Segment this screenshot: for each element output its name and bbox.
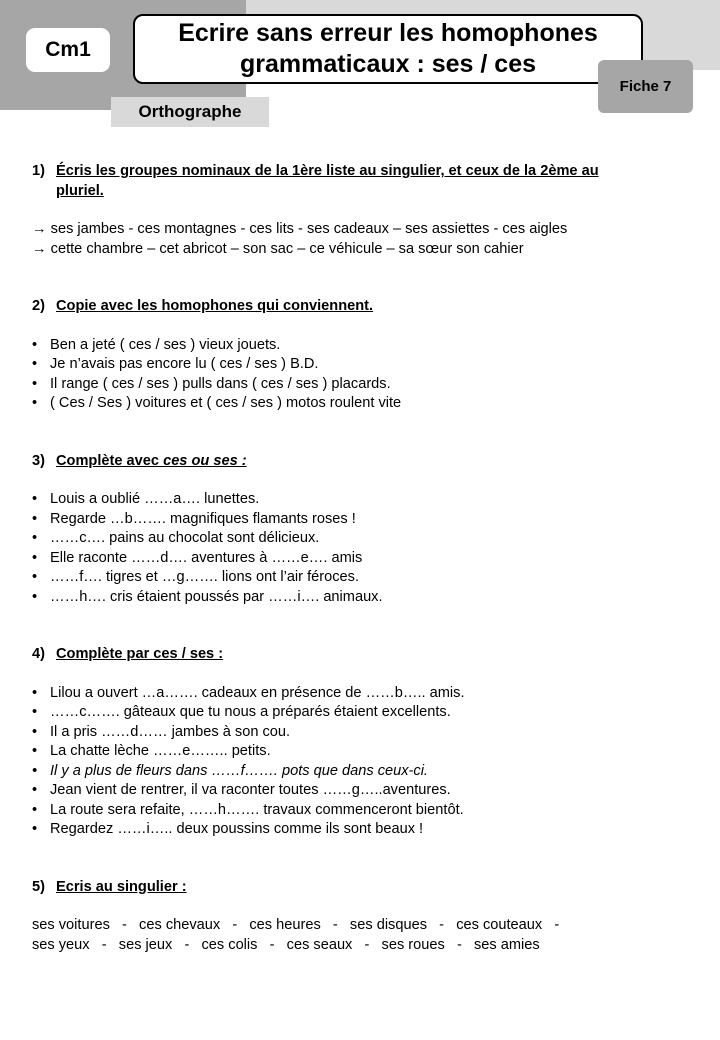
list-item: • Elle raconte ……d…. aventures à ……e…. amis: [32, 549, 692, 569]
q4-list: [32, 684, 692, 840]
q3-instruction: Complète avec ces ou ses :: [56, 452, 247, 469]
list-item: • ( Ces / Ses ) voitures et ( ces / ses ) motos roulent vite: [32, 394, 692, 414]
title-line-2: grammaticaux : ses / ces: [240, 50, 536, 78]
q5-heading: 5) Ecris au singulier :: [32, 878, 692, 898]
q1-heading: [32, 162, 692, 201]
q3-heading: 3) Complète avec ces ou ses :: [32, 452, 692, 472]
level-badge: Cm1: [26, 28, 110, 72]
list-item: • ……c……. gâteaux que tu nous a préparés étaient excellents.: [32, 703, 692, 723]
fiche-badge: Fiche 7: [598, 60, 693, 113]
list-item: • Lilou a ouvert …a……. cadeaux en présence de ……b….. amis.: [32, 684, 692, 704]
list-item: • La route sera refaite, ……h……. travaux commenceront bientôt.: [32, 801, 692, 821]
q5-line-1: ses voitures - ces chevaux - ces heures - ses disques - ces couteaux -: [32, 917, 560, 933]
list-item: • ……c…. pains au chocolat sont délicieux.: [32, 529, 692, 549]
list-item: • Regardez ……i….. deux poussins comme ils sont beaux !: [32, 820, 692, 840]
q5-line-2: ses yeux - ses jeux - ces colis - ces seaux - ses roues - ses amies: [32, 936, 540, 953]
q2-heading: 2) Copie avec les homophones qui conviennent.: [32, 297, 692, 317]
list-item: • ……f…. tigres et …g……. lions ont l’air féroces.: [32, 568, 692, 588]
q4-instruction: Complète par ces / ses :: [56, 646, 224, 662]
q1-list-2: → cette chambre – cet abricot – son sac – ce véhicule – sa sœur son cahier: [32, 240, 524, 257]
q1-number: 1): [32, 163, 45, 179]
list-item: • Il range ( ces / ses ) pulls dans ( ces / ses ) placards.: [32, 375, 692, 395]
list-item: • Regarde …b……. magnifiques flamants roses !: [32, 510, 692, 530]
title-box: [133, 14, 643, 84]
list-item: • Ben a jeté ( ces / ses ) vieux jouets.: [32, 336, 692, 356]
subject-label: Orthographe: [111, 97, 269, 127]
title-line-1: Ecrire sans erreur les homophones: [178, 19, 598, 47]
q3-list: [32, 490, 692, 607]
q1-instruction: Écris les groupes nominaux de la 1ère liste au singulier, et ceux de la 2ème au pluriel.: [56, 163, 599, 199]
arrow-icon: →: [32, 240, 47, 257]
q1-list-1: → ses jambes - ces montagnes - ces lits - ses cadeaux – ses assiettes - ces aigles: [32, 221, 568, 237]
list-item: • Je n’avais pas encore lu ( ces / ses ) B.D.: [32, 355, 692, 375]
list-item: • ……h…. cris étaient poussés par ……i…. animaux.: [32, 588, 692, 608]
list-item: • Louis a oublié ……a…. lunettes.: [32, 490, 692, 510]
list-item: • Il y a plus de fleurs dans ……f……. pots que dans ceux-ci.: [32, 762, 692, 782]
list-item: • Il a pris ……d…… jambes à son cou.: [32, 723, 692, 743]
q2-list: [32, 336, 692, 414]
q4-heading: 4) Complète par ces / ses :: [32, 645, 692, 665]
worksheet-content: [32, 162, 692, 955]
arrow-icon: →: [32, 221, 47, 237]
list-item: • La chatte lèche ……e…….. petits.: [32, 742, 692, 762]
list-item: • Jean vient de rentrer, il va raconter toutes ……g…..aventures.: [32, 781, 692, 801]
q5-instruction: Ecris au singulier :: [56, 878, 187, 895]
q2-instruction: Copie avec les homophones qui conviennent.: [56, 298, 374, 314]
